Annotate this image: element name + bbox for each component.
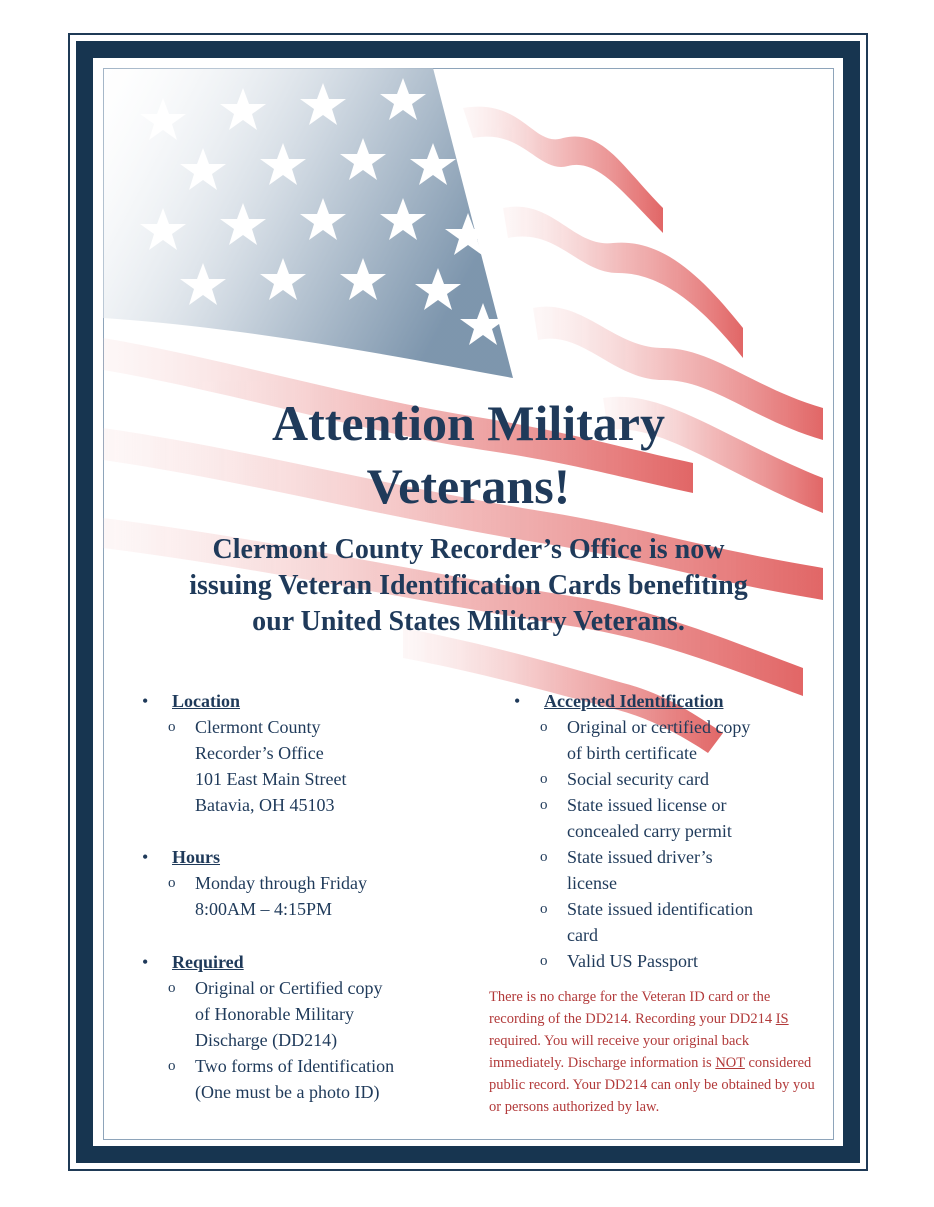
list-item [512, 792, 822, 844]
hours-line: o Monday through Friday [195, 873, 367, 893]
list-item [512, 714, 822, 766]
item-line: card [567, 925, 598, 945]
title-line: Attention Military [272, 395, 665, 451]
hours-list [140, 870, 480, 922]
required-list [140, 975, 480, 1105]
address-line: Batavia, OH 45103 [195, 795, 335, 815]
required-heading: Required [172, 952, 244, 972]
hours-line: 8:00AM – 4:15PM [195, 899, 333, 919]
note-text: There is no charge for the Veteran ID card or the recording of the DD214. Recording your DD214 [489, 989, 776, 1027]
note-text: considered public record. Your DD214 can only be obtained by you or persons authorized by law. [489, 1055, 815, 1115]
location-list [140, 714, 480, 818]
hours-section [140, 844, 480, 870]
note-emphasis-not: NOT [715, 1055, 745, 1071]
subtitle-line: issuing Veteran Identification Cards benefiting [189, 570, 748, 601]
accepted-list [512, 714, 822, 974]
list-item [512, 896, 822, 948]
accepted-heading: Accepted Identification [544, 691, 724, 711]
subtitle-line: our United States Military Veterans. [252, 606, 685, 637]
item-line: o Social security card [567, 769, 709, 789]
left-column [140, 688, 480, 1105]
list-item [512, 844, 822, 896]
fee-notice [489, 986, 824, 1118]
address-line: o Clermont County [195, 717, 321, 737]
required-section [140, 949, 480, 975]
item-line: o Original or certified copy [567, 717, 751, 737]
list-item [140, 870, 480, 922]
item-line: o State issued license or [567, 795, 727, 815]
list-item [140, 975, 480, 1053]
item-line: license [567, 873, 617, 893]
item-line: Discharge (DD214) [195, 1030, 338, 1050]
note-text: required. You will receive your original back immediately. Discharge information is [489, 1033, 750, 1071]
note-emphasis-is: IS [775, 1011, 789, 1027]
item-line: of Honorable Military [195, 1004, 354, 1024]
subtitle [120, 532, 817, 640]
right-column [512, 688, 822, 974]
location-section [140, 688, 480, 714]
hours-heading: Hours [172, 847, 221, 867]
list-item [512, 948, 822, 974]
location-heading: Location [172, 691, 241, 711]
title-line: Veterans! [366, 458, 571, 514]
item-line: (One must be a photo ID) [195, 1082, 380, 1102]
item-line: concealed carry permit [567, 821, 732, 841]
list-item [512, 766, 822, 792]
item-line: o Valid US Passport [567, 951, 699, 971]
item-line: o Original or Certified copy [195, 978, 383, 998]
address-line: 101 East Main Street [195, 769, 347, 789]
page-title [103, 392, 834, 518]
item-line: o Two forms of Identification [195, 1056, 395, 1076]
list-item [140, 1053, 480, 1105]
list-item [140, 714, 480, 818]
item-line: of birth certificate [567, 743, 697, 763]
accepted-section [512, 688, 822, 714]
item-line: o State issued driver’s [567, 847, 713, 867]
subtitle-line: Clermont County Recorder’s Office is now [212, 534, 725, 565]
item-line: o State issued identification [567, 899, 753, 919]
address-line: Recorder’s Office [195, 743, 324, 763]
